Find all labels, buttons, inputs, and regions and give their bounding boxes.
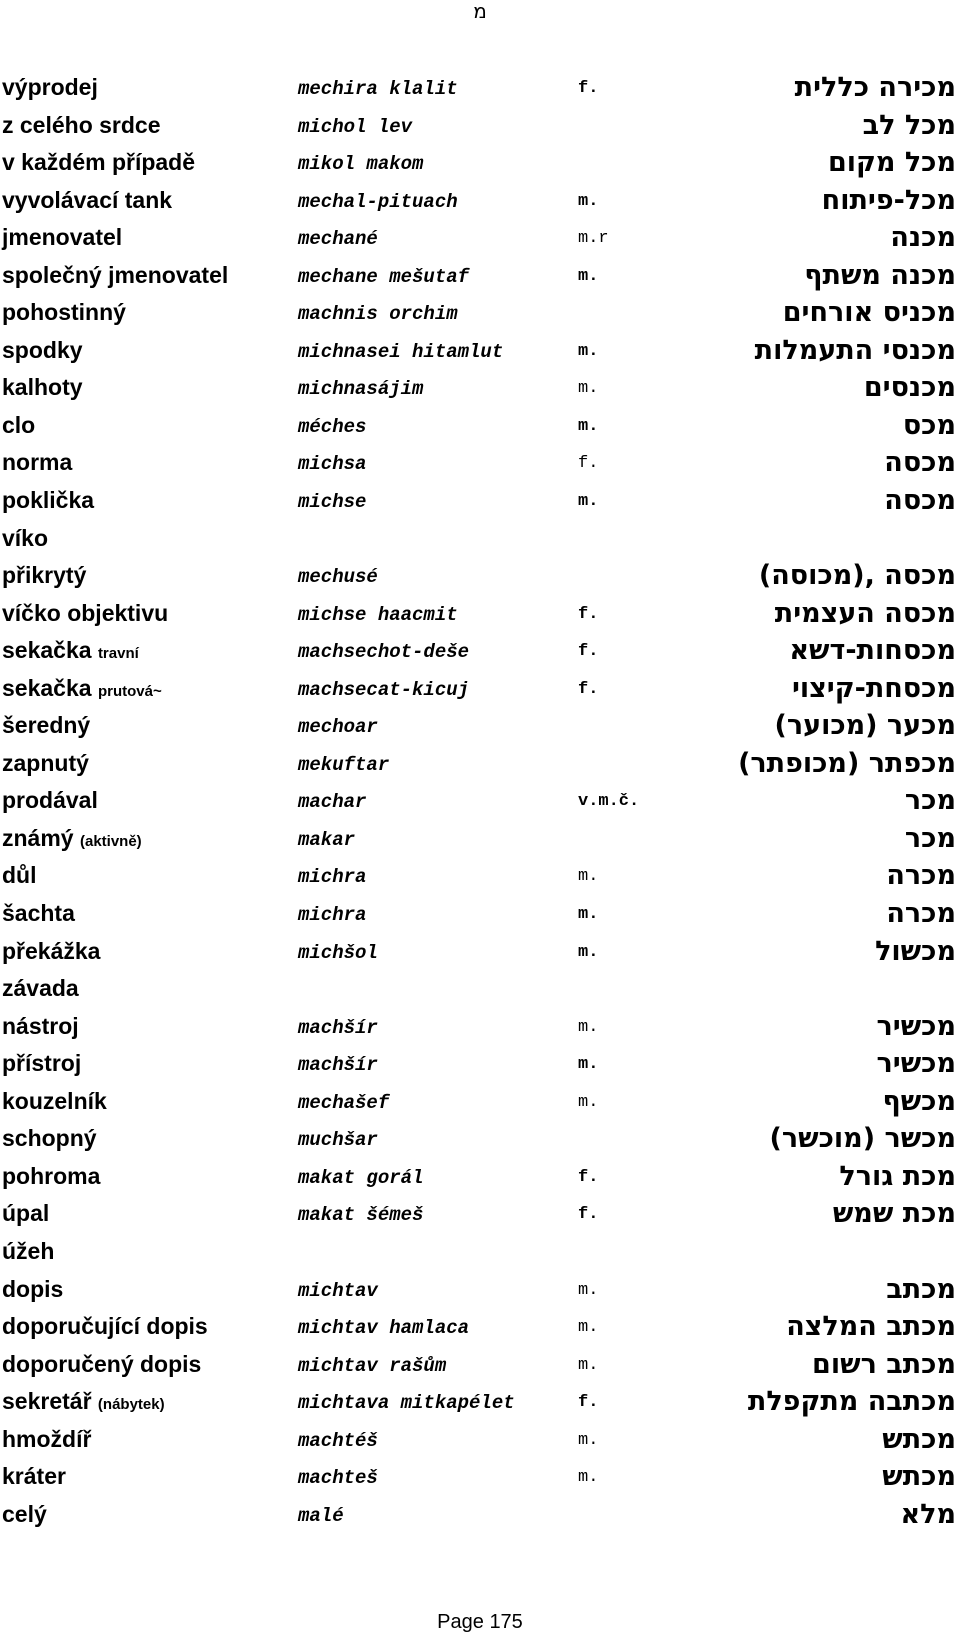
hebrew-term: מכשיר: [876, 1048, 956, 1080]
dictionary-entry: [0, 598, 960, 636]
dictionary-entry: [0, 1499, 960, 1537]
hebrew-term: מכל-פיתוח: [821, 184, 956, 216]
czech-word: celý: [2, 1500, 47, 1527]
hebrew-term: מכרה: [886, 898, 956, 930]
czech-word: výprodej: [2, 74, 98, 100]
dictionary-entry: [0, 297, 960, 335]
hebrew-term: מכתב: [886, 1273, 956, 1305]
czech-term: [2, 936, 100, 966]
transliteration: michtav rašům: [298, 1354, 447, 1377]
page-header-letter: מ: [473, 0, 487, 23]
czech-word: známý: [2, 824, 74, 851]
dictionary-entry: [0, 147, 960, 185]
dictionary-entry-list: [0, 72, 960, 1536]
transliteration: machšír: [298, 1054, 378, 1077]
transliteration: mikol makom: [298, 153, 424, 176]
transliteration: mechoar: [298, 716, 378, 739]
czech-term: [2, 1011, 79, 1041]
czech-term: [2, 598, 168, 628]
transliteration: mechusé: [298, 566, 378, 589]
czech-term: [2, 1499, 47, 1529]
hebrew-term: מכתב המלצה: [786, 1311, 956, 1343]
hebrew-term: מכנסים: [863, 372, 956, 404]
czech-term: [2, 635, 139, 669]
dictionary-entry: [0, 973, 960, 1011]
hebrew-term: מכתב רשום: [812, 1348, 956, 1380]
hebrew-term: מכר: [904, 785, 956, 817]
grammar-marker: m.: [578, 1055, 599, 1075]
hebrew-term: מכס: [902, 409, 956, 441]
czech-word: poklička: [2, 487, 95, 514]
dictionary-entry: [0, 1161, 960, 1199]
czech-term: [2, 823, 142, 857]
transliteration: michra: [298, 904, 367, 927]
czech-word: v každém případě: [2, 149, 196, 176]
dictionary-entry: [0, 1123, 960, 1161]
czech-term: [2, 1311, 208, 1341]
transliteration: makar: [298, 828, 356, 851]
czech-term: [2, 748, 89, 778]
grammar-marker: m.: [578, 1280, 599, 1300]
grammar-marker: f.: [578, 79, 599, 98]
hebrew-term: מכער (מכוער): [774, 710, 956, 742]
grammar-marker: m.r: [578, 229, 609, 249]
hebrew-term: מכסה: [884, 485, 956, 517]
grammar-marker: m.: [578, 942, 599, 962]
hebrew-term: מכסה: [884, 447, 956, 479]
transliteration: makat gorál: [298, 1166, 424, 1189]
page-number: Page 175: [437, 1611, 523, 1633]
grammar-marker: m.: [578, 266, 599, 286]
transliteration: michol lev: [298, 115, 413, 138]
dictionary-entry: [0, 260, 960, 298]
czech-word: důl: [2, 862, 37, 889]
transliteration: michse: [298, 491, 367, 514]
dictionary-entry: [0, 1386, 960, 1424]
hebrew-term: מכסחת-קיצוי: [791, 672, 956, 704]
grammar-marker: f.: [578, 604, 599, 624]
czech-term: [2, 297, 126, 327]
hebrew-term: מכר: [904, 822, 956, 854]
czech-term: [2, 860, 37, 890]
dictionary-entry: [0, 898, 960, 936]
czech-term: [2, 1161, 100, 1191]
transliteration: machsecat-kicuj: [298, 678, 470, 701]
grammar-marker: v.m.č.: [578, 792, 640, 812]
dictionary-entry: [0, 785, 960, 823]
transliteration: mechane mešutaf: [298, 265, 470, 288]
grammar-marker: m.: [578, 341, 599, 361]
czech-word: kráter: [2, 1463, 66, 1490]
transliteration: michse haacmit: [298, 603, 458, 626]
czech-term: [2, 785, 98, 815]
czech-term: [2, 673, 162, 707]
grammar-marker: f.: [578, 642, 599, 662]
hebrew-term: מכתש: [882, 1461, 956, 1493]
czech-word: jmenovatel: [2, 224, 123, 251]
czech-term: [2, 1198, 49, 1228]
transliteration: michšol: [298, 941, 378, 964]
grammar-marker: m.: [578, 416, 599, 436]
dictionary-entry: [0, 748, 960, 786]
czech-word: hmoždíř: [2, 1425, 92, 1452]
hebrew-term: מכנסי התעמלות: [754, 334, 956, 366]
czech-word: spodky: [2, 336, 83, 363]
czech-word: nástroj: [2, 1012, 79, 1039]
dictionary-entry: [0, 1048, 960, 1086]
dictionary-entry: [0, 523, 960, 561]
dictionary-entry: [0, 823, 960, 861]
dictionary-entry: [0, 1086, 960, 1124]
grammar-marker: f.: [578, 1167, 599, 1187]
czech-word: pohroma: [2, 1162, 101, 1189]
hebrew-term: מכשול: [875, 935, 956, 967]
transliteration: muchšar: [298, 1129, 378, 1152]
czech-term: [2, 1386, 165, 1420]
czech-word: sekretář: [2, 1388, 92, 1415]
dictionary-entry: [0, 410, 960, 448]
czech-term: [2, 560, 86, 590]
transliteration: makat šémeš: [298, 1204, 424, 1227]
hebrew-term: מכירה כללית: [794, 72, 956, 103]
grammar-marker: f.: [578, 679, 599, 699]
czech-term: [2, 372, 83, 402]
dictionary-entry: [0, 936, 960, 974]
czech-word: šachta: [2, 900, 75, 927]
dictionary-entry: [0, 710, 960, 748]
dictionary-entry: [0, 447, 960, 485]
transliteration: michtav: [298, 1279, 378, 1302]
dictionary-entry: [0, 1461, 960, 1499]
czech-word: prodával: [2, 787, 98, 814]
dictionary-entry: [0, 222, 960, 260]
hebrew-term: מכת גורל: [839, 1160, 956, 1192]
czech-usage-note: (nábytek): [97, 1396, 165, 1414]
grammar-marker: m.: [578, 191, 599, 211]
hebrew-term: מכסחות-דשא: [789, 635, 956, 667]
grammar-marker: f.: [578, 1393, 599, 1413]
dictionary-entry: [0, 1349, 960, 1387]
grammar-marker: m.: [578, 1092, 599, 1112]
transliteration: méches: [298, 415, 367, 438]
czech-word: úpal: [2, 1200, 50, 1227]
czech-word: sekačka: [2, 637, 92, 664]
czech-term: [2, 222, 122, 252]
czech-word: šeredný: [2, 712, 91, 739]
transliteration: machsechot-deše: [298, 641, 470, 664]
czech-word: přikrytý: [2, 562, 87, 589]
czech-word: kouzelník: [2, 1087, 107, 1114]
czech-word: schopný: [2, 1125, 97, 1152]
hebrew-term: מכסה ,(מכוסה): [758, 560, 956, 592]
hebrew-term: מלא: [900, 1498, 956, 1530]
hebrew-term: מכל לב: [862, 109, 956, 141]
transliteration: michtav hamlaca: [298, 1317, 470, 1340]
dictionary-entry: [0, 635, 960, 673]
czech-word: z celého srdce: [2, 111, 161, 138]
czech-word: přístroj: [2, 1050, 82, 1077]
czech-word: kalhoty: [2, 374, 83, 401]
hebrew-term: מכנה משתף: [804, 259, 956, 291]
czech-word: dopis: [2, 1275, 64, 1302]
dictionary-entry: [0, 185, 960, 223]
czech-term: [2, 447, 72, 477]
transliteration: mechané: [298, 228, 378, 251]
czech-usage-note: prutová~: [97, 682, 162, 700]
czech-word: sekačka: [2, 674, 92, 701]
czech-term: [2, 185, 172, 215]
czech-usage-note: travní: [97, 645, 139, 663]
czech-term: [2, 1424, 91, 1454]
czech-term: [2, 1086, 107, 1116]
transliteration: machtéš: [298, 1429, 378, 1452]
dictionary-entry: [0, 1311, 960, 1349]
grammar-marker: m.: [578, 1318, 599, 1338]
transliteration: machteš: [298, 1467, 378, 1490]
transliteration: mechira klalit: [298, 78, 458, 100]
czech-word: závada: [2, 975, 79, 1002]
dictionary-entry: [0, 1274, 960, 1312]
transliteration: machar: [298, 791, 367, 814]
dictionary-entry: [0, 860, 960, 898]
transliteration: malé: [298, 1504, 344, 1527]
dictionary-entry: [0, 1011, 960, 1049]
dictionary-entry: [0, 1198, 960, 1236]
czech-usage-note: (aktivně): [79, 832, 142, 850]
czech-term: [2, 1274, 63, 1304]
dictionary-entry: [0, 372, 960, 410]
czech-word: zapnutý: [2, 749, 89, 776]
dictionary-entry: [0, 1424, 960, 1462]
grammar-marker: f.: [578, 1205, 599, 1225]
transliteration: michnasei hitamlut: [298, 340, 504, 363]
grammar-marker: m.: [578, 492, 599, 512]
transliteration: mechašef: [298, 1091, 390, 1114]
czech-term: [2, 710, 90, 740]
grammar-marker: m.: [578, 1355, 599, 1375]
dictionary-entry: [0, 1236, 960, 1274]
grammar-marker: m.: [578, 905, 599, 925]
hebrew-term: מכנה: [890, 222, 956, 254]
czech-term: [2, 72, 98, 102]
hebrew-term: מכתבה מתקפלת: [747, 1386, 956, 1418]
czech-word: clo: [2, 411, 36, 438]
hebrew-term: מכל מקום: [827, 147, 956, 179]
transliteration: michnasájim: [298, 378, 424, 401]
czech-word: doporučený dopis: [2, 1350, 202, 1377]
grammar-marker: m.: [578, 1017, 599, 1037]
transliteration: michsa: [298, 453, 367, 476]
hebrew-term: מכת שמש: [832, 1198, 956, 1230]
hebrew-term: מכרה: [886, 860, 956, 892]
czech-term: [2, 898, 75, 928]
czech-term: [2, 1461, 66, 1491]
czech-word: víčko objektivu: [2, 599, 169, 626]
hebrew-term: מכסה העצמית: [774, 597, 956, 629]
czech-word: norma: [2, 449, 73, 476]
czech-term: [2, 1349, 201, 1379]
czech-word: překážka: [2, 937, 101, 964]
dictionary-entry: [0, 335, 960, 373]
czech-word: pohostinný: [2, 299, 126, 326]
czech-term: [2, 147, 195, 177]
grammar-marker: m.: [578, 1468, 599, 1488]
czech-term: [2, 1123, 97, 1153]
transliteration: mechal-pituach: [298, 190, 458, 213]
transliteration: michra: [298, 866, 367, 889]
dictionary-entry: [0, 485, 960, 523]
dictionary-entry: [0, 673, 960, 711]
czech-term: [2, 1236, 54, 1266]
hebrew-term: מכשר (מוכשר): [769, 1123, 956, 1155]
czech-word: vyvolávací tank: [2, 186, 173, 213]
czech-word: úžeh: [2, 1237, 55, 1264]
grammar-marker: m.: [578, 1430, 599, 1450]
grammar-marker: f.: [578, 454, 599, 474]
czech-term: [2, 110, 161, 140]
hebrew-term: מכפתר (מכופתר): [738, 747, 956, 779]
dictionary-entry: [0, 72, 960, 110]
transliteration: machšír: [298, 1016, 378, 1039]
transliteration: mekuftar: [298, 753, 390, 776]
czech-term: [2, 485, 94, 515]
transliteration: machnis orchim: [298, 303, 458, 326]
transliteration: michtava mitkapélet: [298, 1392, 515, 1415]
hebrew-term: מכשף: [882, 1085, 956, 1117]
hebrew-term: מכשיר: [876, 1010, 956, 1042]
dictionary-entry: [0, 110, 960, 148]
grammar-marker: m.: [578, 379, 599, 399]
czech-term: [2, 335, 83, 365]
czech-term: [2, 260, 228, 290]
hebrew-term: מכתש: [882, 1423, 956, 1455]
czech-word: společný jmenovatel: [2, 261, 229, 288]
czech-term: [2, 523, 48, 553]
czech-term: [2, 973, 79, 1003]
czech-word: víko: [2, 524, 49, 551]
czech-term: [2, 410, 35, 440]
czech-term: [2, 1048, 81, 1078]
dictionary-entry: [0, 560, 960, 598]
czech-word: doporučující dopis: [2, 1313, 208, 1340]
hebrew-term: מכניס אורחים: [782, 297, 956, 329]
grammar-marker: m.: [578, 867, 599, 887]
